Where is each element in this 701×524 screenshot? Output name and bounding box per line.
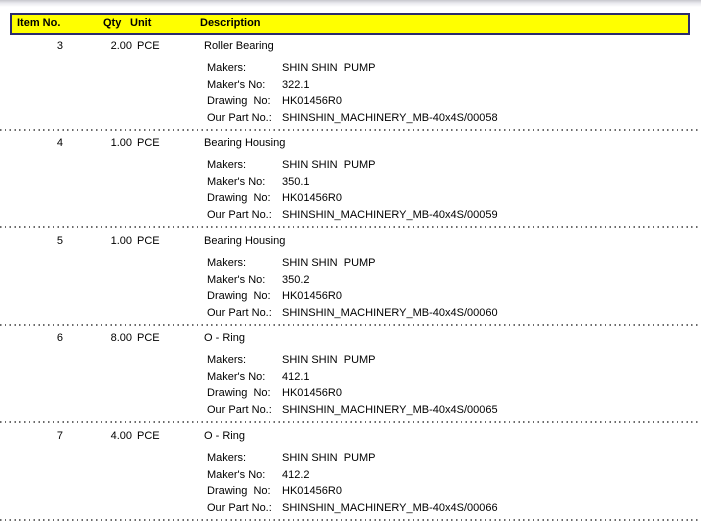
our-part-no-value: SHINSHIN_MACHINERY_MB-40x4S/00059 <box>282 209 498 221</box>
description-cell: O - Ring <box>204 332 245 344</box>
our-part-no-label: Our Part No.: <box>207 112 272 124</box>
item-no-cell: 5 <box>56 235 63 247</box>
makers-no-label: Maker's No: <box>207 469 266 481</box>
our-part-no-label: Our Part No.: <box>207 307 272 319</box>
drawing-no-row <box>0 192 701 205</box>
makers-no-value: 412.1 <box>282 371 310 383</box>
makers-label: Makers: <box>207 257 247 269</box>
description-cell: Bearing Housing <box>204 235 286 247</box>
our-part-no-row <box>0 502 701 515</box>
our-part-no-label: Our Part No.: <box>207 502 272 514</box>
table-row <box>0 332 701 422</box>
our-part-no-value: SHINSHIN_MACHINERY_MB-40x4S/00058 <box>282 112 498 124</box>
item-main-row <box>0 137 701 150</box>
makers-no-label: Maker's No: <box>207 176 266 188</box>
item-no-cell: 7 <box>56 430 63 442</box>
unit-cell: PCE <box>137 430 160 442</box>
item-main-row <box>0 235 701 248</box>
item-no-cell: 3 <box>56 40 63 52</box>
table-row <box>0 137 701 227</box>
row-separator <box>0 324 701 326</box>
drawing-no-row <box>0 387 701 400</box>
drawing-no-value: HK01456R0 <box>282 485 342 497</box>
our-part-no-value: SHINSHIN_MACHINERY_MB-40x4S/00065 <box>282 404 498 416</box>
drawing-no-label: Drawing No: <box>207 95 271 107</box>
drawing-no-label: Drawing No: <box>207 387 271 399</box>
makers-no-label: Maker's No: <box>207 79 266 91</box>
qty-cell: 8.00 <box>110 332 132 344</box>
item-main-row <box>0 40 701 53</box>
description-cell: Bearing Housing <box>204 137 286 149</box>
our-part-no-row <box>0 307 701 320</box>
makers-row <box>0 452 701 465</box>
makers-no-value: 350.1 <box>282 176 310 188</box>
makers-row <box>0 257 701 270</box>
our-part-no-value: SHINSHIN_MACHINERY_MB-40x4S/00066 <box>282 502 498 514</box>
item-main-row <box>0 430 701 443</box>
qty-cell: 1.00 <box>110 235 132 247</box>
drawing-no-value: HK01456R0 <box>282 290 342 302</box>
unit-cell: PCE <box>137 40 160 52</box>
drawing-no-value: HK01456R0 <box>282 387 342 399</box>
makers-no-value: 322.1 <box>282 79 310 91</box>
makers-no-label: Maker's No: <box>207 371 266 383</box>
qty-cell: 1.00 <box>110 137 132 149</box>
makers-no-value: 350.2 <box>282 274 310 286</box>
makers-no-row <box>0 274 701 287</box>
our-part-no-row <box>0 209 701 222</box>
drawing-no-row <box>0 95 701 108</box>
our-part-no-row <box>0 404 701 417</box>
row-separator <box>0 519 701 521</box>
unit-cell: PCE <box>137 332 160 344</box>
drawing-no-label: Drawing No: <box>207 290 271 302</box>
drawing-no-value: HK01456R0 <box>282 192 342 204</box>
makers-row <box>0 62 701 75</box>
makers-label: Makers: <box>207 354 247 366</box>
makers-row <box>0 159 701 172</box>
drawing-no-label: Drawing No: <box>207 192 271 204</box>
table-row <box>0 40 701 130</box>
our-part-no-label: Our Part No.: <box>207 404 272 416</box>
our-part-no-value: SHINSHIN_MACHINERY_MB-40x4S/00060 <box>282 307 498 319</box>
item-no-cell: 6 <box>56 332 63 344</box>
makers-no-row <box>0 79 701 92</box>
our-part-no-label: Our Part No.: <box>207 209 272 221</box>
makers-no-row <box>0 469 701 482</box>
description-cell: Roller Bearing <box>204 40 274 52</box>
makers-no-value: 412.2 <box>282 469 310 481</box>
unit-cell: PCE <box>137 235 160 247</box>
top-gradient-divider <box>0 0 701 7</box>
makers-no-row <box>0 371 701 384</box>
unit-cell: PCE <box>137 137 160 149</box>
drawing-no-row <box>0 485 701 498</box>
makers-value: SHIN SHIN PUMP <box>282 159 376 171</box>
item-no-cell: 4 <box>56 137 63 149</box>
makers-value: SHIN SHIN PUMP <box>282 452 376 464</box>
header-qty: Qty <box>103 17 122 29</box>
makers-value: SHIN SHIN PUMP <box>282 354 376 366</box>
makers-label: Makers: <box>207 452 247 464</box>
item-main-row <box>0 332 701 345</box>
qty-cell: 2.00 <box>110 40 132 52</box>
makers-no-label: Maker's No: <box>207 274 266 286</box>
table-row <box>0 430 701 520</box>
header-item-no: Item No. <box>17 17 61 29</box>
qty-cell: 4.00 <box>110 430 132 442</box>
our-part-no-row <box>0 112 701 125</box>
description-cell: O - Ring <box>204 430 245 442</box>
header-description: Description <box>200 17 261 29</box>
table-header <box>10 13 690 35</box>
makers-label: Makers: <box>207 62 247 74</box>
row-separator <box>0 421 701 423</box>
makers-value: SHIN SHIN PUMP <box>282 62 376 74</box>
row-separator <box>0 226 701 228</box>
drawing-no-label: Drawing No: <box>207 485 271 497</box>
makers-label: Makers: <box>207 159 247 171</box>
makers-no-row <box>0 176 701 189</box>
drawing-no-row <box>0 290 701 303</box>
row-separator <box>0 129 701 131</box>
header-unit: Unit <box>130 17 152 29</box>
makers-row <box>0 354 701 367</box>
table-row <box>0 235 701 325</box>
drawing-no-value: HK01456R0 <box>282 95 342 107</box>
makers-value: SHIN SHIN PUMP <box>282 257 376 269</box>
